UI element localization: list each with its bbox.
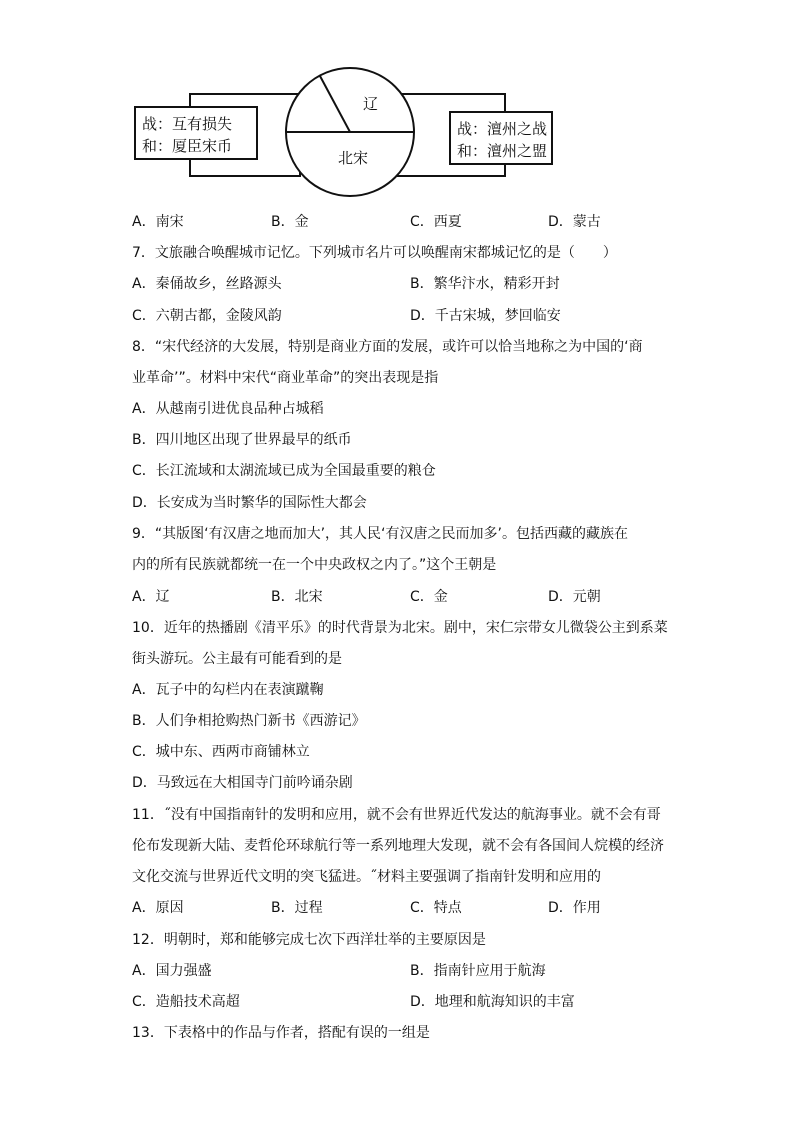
q10-option-d: D．马致远在大相国寺门前吟诵杂剧 <box>132 775 353 791</box>
q8-option-a: A．从越南引进优良品种占城稻 <box>132 401 324 417</box>
q8-stem-line2: 业革命’”。材料中宋代“商业革命”的突出表现是指 <box>132 370 439 386</box>
q7-option-d: D．千古宋城，梦回临安 <box>410 308 561 324</box>
q8-stem-line1: 8．“宋代经济的大发展，特别是商业方面的发展，或许可以恰当地称之为中国的‘商 <box>132 339 643 355</box>
q11-stem-line2: 伦布发现新大陆、麦哲伦环球航行等一系列地理大发现，就不会有各国间人烷模的经济 <box>132 838 664 854</box>
q11-option-b: B．过程 <box>271 900 323 916</box>
q6-option-c: C．西夏 <box>410 214 462 230</box>
q11-option-c: C．特点 <box>410 900 462 916</box>
q10-option-b: B．人们争相抢购热门新书《西游记》 <box>132 713 366 729</box>
q13-stem: 13．下表格中的作品与作者，搭配有误的一组是 <box>132 1025 430 1041</box>
q9-option-d: D．元朝 <box>548 589 601 605</box>
right-war-text: 战：澶州之战 <box>457 120 548 138</box>
q8-option-b: B．四川地区出现了世界最早的纸币 <box>132 432 352 448</box>
q12-stem: 12．明朝时，郑和能够完成七次下西洋壮举的主要原因是 <box>132 932 486 948</box>
q9-option-a: A．辽 <box>132 589 170 605</box>
q11-stem-line3: 文化交流与世界近代文明的突飞猛进。˝材料主要强调了指南针发明和应用的 <box>132 869 601 885</box>
q11-option-a: A．原因 <box>132 900 184 916</box>
q12-option-b: B．指南针应用于航海 <box>410 963 546 979</box>
q6-option-a: A．南宋 <box>132 214 184 230</box>
circle-label-liao: 辽 <box>363 95 379 113</box>
q11-stem-line1: 11．˝没有中国指南针的发明和应用，就不会有世界近代发达的航海事业。就不会有哥 <box>132 807 661 823</box>
left-war-text: 战：互有损失 <box>142 115 233 133</box>
circle-label-beisong: 北宋 <box>338 149 369 167</box>
q10-option-a: A．瓦子中的勾栏内在表演蹴鞠 <box>132 682 324 698</box>
q9-option-c: C．金 <box>410 589 448 605</box>
q12-option-c: C．造船技术高超 <box>132 994 240 1010</box>
right-peace-text: 和：澶州之盟 <box>457 142 548 160</box>
q11-option-d: D．作用 <box>548 900 601 916</box>
q7-option-b: B．繁华汴水，精彩开封 <box>410 276 560 292</box>
q9-stem-line1: 9．“其版图‘有汉唐之地而加大’，其人民‘有汉唐之民而加多’。包括西藏的藏族在 <box>132 526 628 542</box>
left-peace-text: 和：厦臣宋币 <box>142 137 233 155</box>
q9-stem-line2: 内的所有民族就都统一在一个中央政权之内了。”这个王朝是 <box>132 557 497 573</box>
q8-option-c: C．长江流域和太湖流域已成为全国最重要的粮仓 <box>132 463 436 479</box>
q10-stem-line2: 街头游玩。公主最有可能看到的是 <box>132 651 342 667</box>
q8-option-d: D．长安成为当时繁华的国际性大都会 <box>132 495 367 511</box>
q7-stem: 7．文旅融合唤醒城市记忆。下列城市名片可以唤醒南宋都城记忆的是（ ） <box>132 245 617 261</box>
q6-option-b: B．金 <box>271 214 309 230</box>
q7-option-c: C．六朝古都，金陵风韵 <box>132 308 282 324</box>
q9-option-b: B．北宋 <box>271 589 323 605</box>
q6-option-d: D．蒙古 <box>548 214 601 230</box>
q12-option-a: A．国力强盛 <box>132 963 212 979</box>
history-diagram <box>130 64 560 202</box>
q10-stem-line1: 10．近年的热播剧《清平乐》的时代背景为北宋。剧中，宋仁宗带女儿微袋公主到系菜 <box>132 620 668 636</box>
q12-option-d: D．地理和航海知识的丰富 <box>410 994 575 1010</box>
q7-option-a: A．秦俑故乡，丝路源头 <box>132 276 282 292</box>
q10-option-c: C．城中东、西两市商铺林立 <box>132 744 310 760</box>
